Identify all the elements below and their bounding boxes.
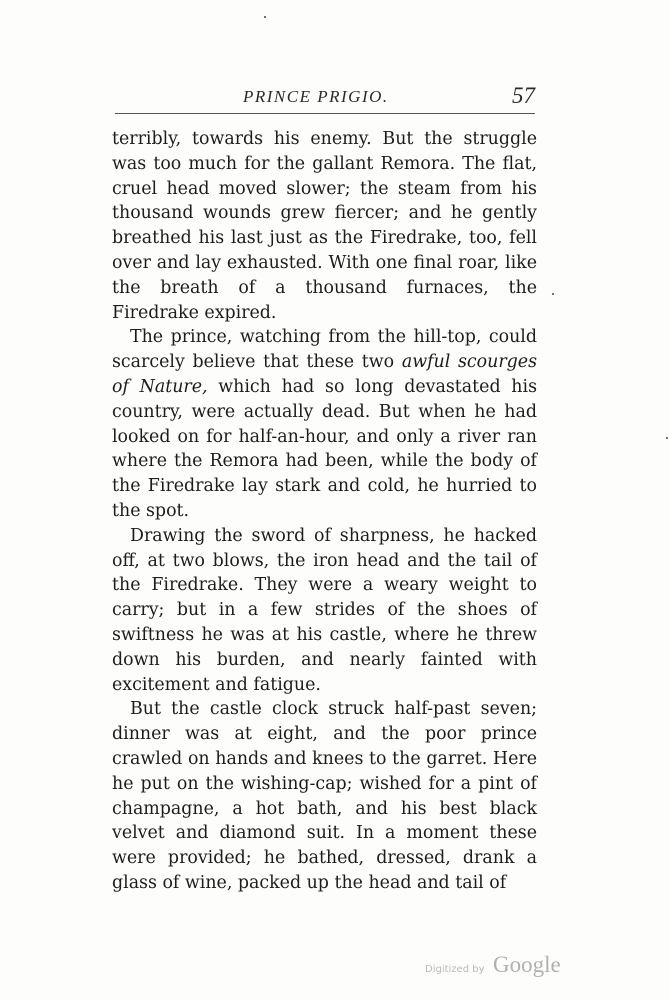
paper-speck xyxy=(552,293,554,295)
text-run: which had so long devastated his country, were actually dead. But when he had looked on for half-an-hour, and only a river ran where the Remora had been, while the body of the Firedrake lay stark and cold, he hurried to the spot. xyxy=(112,376,537,521)
body-text xyxy=(112,127,537,896)
running-title: PRINCE PRIGIO. xyxy=(243,87,389,106)
running-header xyxy=(115,85,535,113)
paragraph xyxy=(112,127,537,325)
digitized-watermark xyxy=(425,952,575,984)
paragraph xyxy=(112,697,537,895)
paragraph xyxy=(112,524,537,698)
text-run: terribly, towards his enemy. But the struggle was too much for the gallant Remora. The flat, cruel head moved slower; the steam from his thousand wounds grew fiercer; and he gently breathed his last just as the Firedrake, too, fell over and lay exhausted. With one final roar, like the breath of a thousand furnaces, the Firedrake expired. xyxy=(112,129,537,323)
paper-speck xyxy=(666,437,668,439)
italic-phrase: awful scourges of Nature, xyxy=(112,352,537,397)
digitized-by-label: Digitized by xyxy=(425,964,485,975)
text-run: The prince, watching from the hill-top, could scarcely believe that these two xyxy=(112,327,537,373)
text-run: But the castle clock struck half-past seven; dinner was at eight, and the poor prince crawled on hands and knees to the garret. Here he put on the wishing-cap; wished for a pint of champagne, a hot bath, and his best black velvet and diamond suit. In a moment these were provided; he bathed, dressed, drank a glass of wine, packed up the head and tail of xyxy=(112,699,537,893)
header-rule xyxy=(115,113,535,114)
paper-speck xyxy=(264,16,266,18)
google-logo: Google xyxy=(493,952,561,977)
paragraph xyxy=(112,325,537,523)
text-run: Drawing the sword of sharpness, he hacked off, at two blows, the iron head and the tail of the Firedrake. They were a weary weight to carry; but in a few strides of the shoes of swiftness he was at his castle, where he threw down his burden, and nearly fainted with excitement and fatigue. xyxy=(112,525,537,695)
page-number: 57 xyxy=(512,83,535,108)
